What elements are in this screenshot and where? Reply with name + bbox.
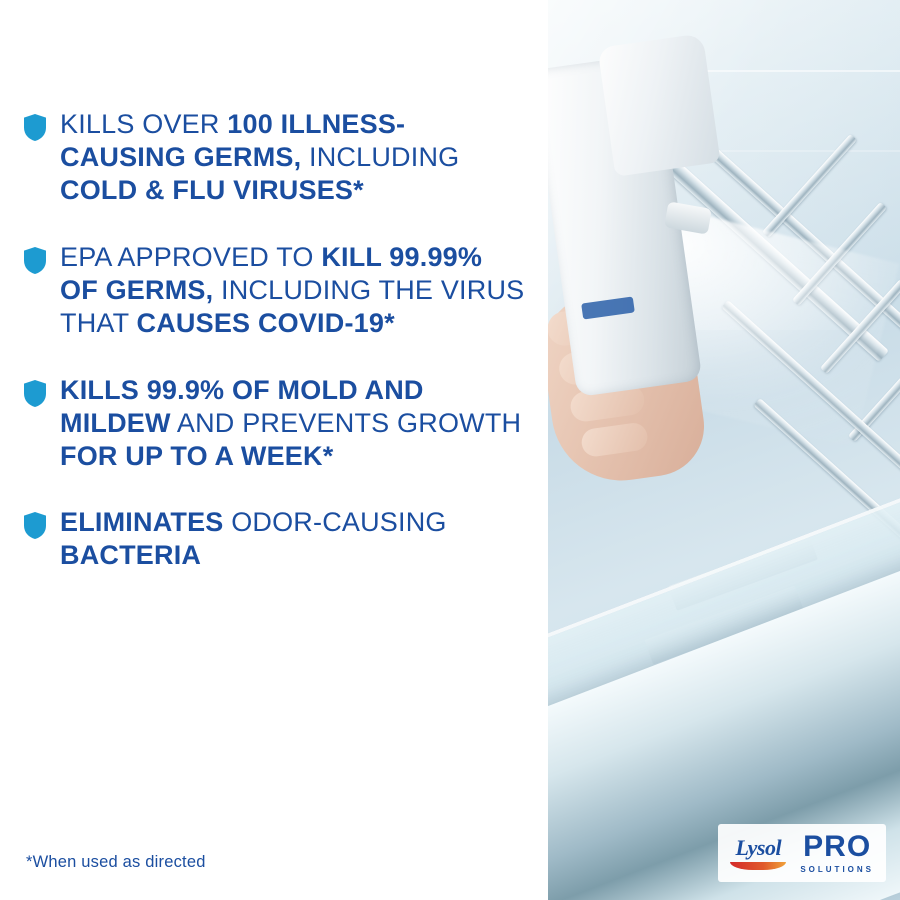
claim-item	[24, 374, 526, 473]
claim-segment: KILLS OVER	[60, 109, 228, 139]
claim-item	[24, 506, 526, 572]
shield-icon	[24, 380, 46, 407]
claim-segment-bold: BACTERIA	[60, 540, 202, 571]
claim-segment-bold: ELIMINATES	[60, 507, 224, 538]
lysol-logo	[730, 834, 786, 870]
claim-segment: INCLUDING	[301, 141, 460, 172]
claim-segment-bold: CAUSES COVID-19*	[136, 307, 395, 338]
claim-segment-bold: FOR UP TO A WEEK*	[60, 440, 334, 471]
pro-wordmark: PRO	[803, 830, 872, 863]
claim-text	[60, 374, 526, 473]
claim-segment-bold: KILL 99.99% OF GERMS,	[60, 241, 483, 305]
finger	[580, 421, 649, 458]
claim-segment: ODOR-CAUSING	[223, 507, 447, 538]
lysol-swoosh	[730, 862, 786, 870]
shield-icon	[24, 512, 46, 539]
footnote: *When used as directed	[26, 853, 206, 871]
product-photo	[548, 0, 900, 900]
claim-segment: INCLUDING THE VIRUS THAT	[60, 274, 525, 338]
claim-segment: EPA APPROVED TO	[60, 241, 322, 272]
claim-text	[60, 241, 526, 340]
claim-item	[24, 241, 526, 340]
claim-text	[60, 506, 526, 572]
claim-item	[24, 108, 526, 207]
shield-icon	[24, 247, 46, 274]
pro-solutions-logo	[800, 832, 874, 874]
logo-lockup	[718, 824, 886, 882]
pro-subtitle: SOLUTIONS	[800, 865, 874, 874]
shield-icon	[24, 114, 46, 141]
lysol-wordmark: Lysol	[735, 834, 782, 860]
claim-segment-bold: KILLS 99.9% OF MOLD AND MILDEW	[60, 374, 424, 438]
rail-baluster	[762, 134, 857, 238]
claim-segment: AND PREVENTS GROWTH	[170, 407, 522, 438]
claim-text	[60, 108, 526, 207]
spray-bottle-top	[597, 33, 720, 176]
claim-segment-bold: COLD & FLU VIRUSES*	[60, 174, 364, 205]
claim-segment-bold: 100 ILLNESS-CAUSING GERMS,	[60, 109, 406, 172]
